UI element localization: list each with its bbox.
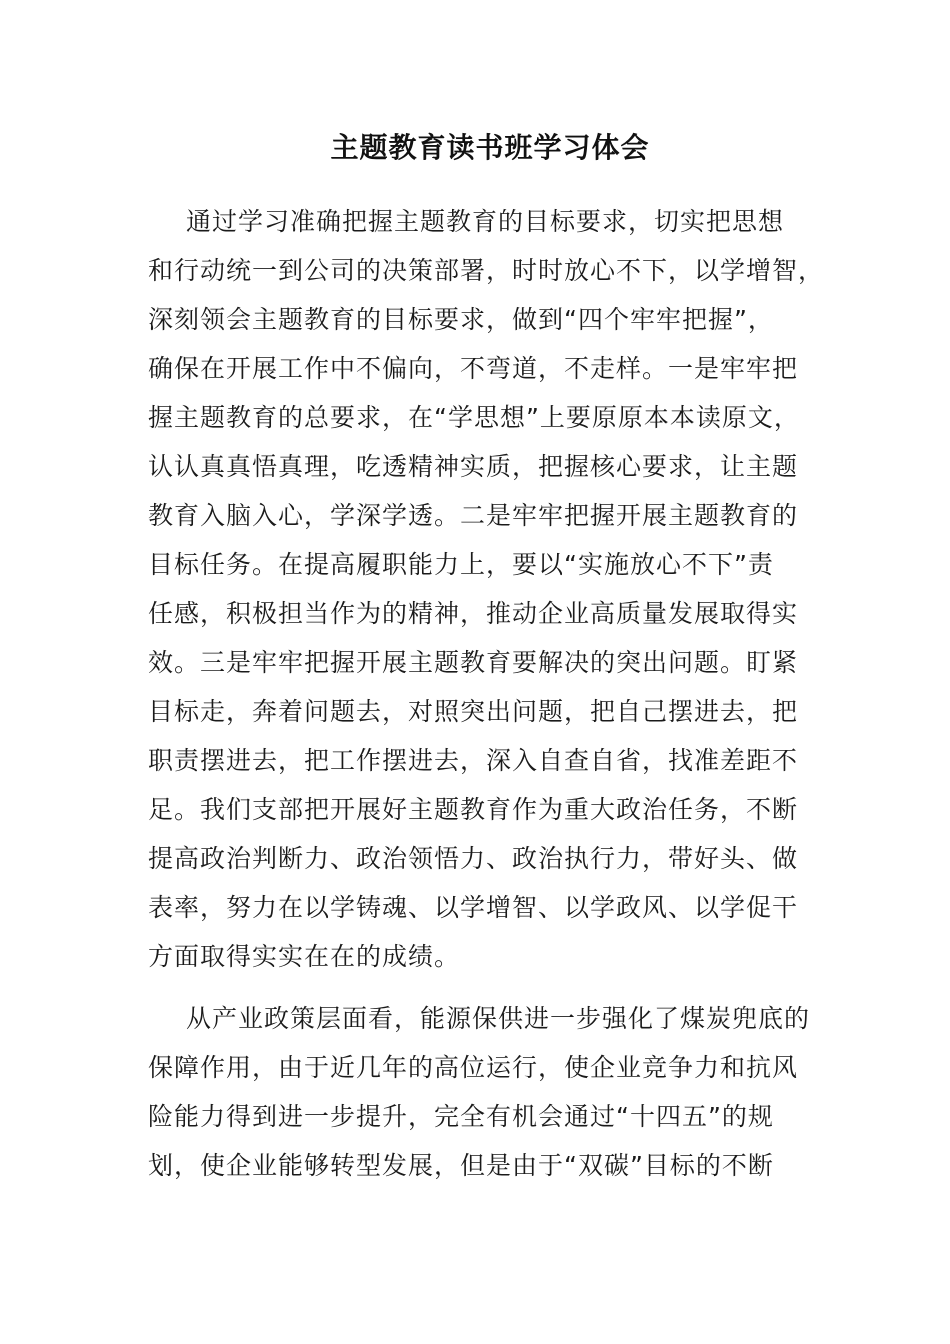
paragraph-1-line-8: 目标任务。在提高履职能力上，要以“实施放心不下”责	[148, 550, 774, 579]
paragraph-1-line-11: 目标走，奔着问题去，对照突出问题，把自己摆进去，把	[148, 697, 799, 726]
paragraph-2-line-4: 划，使企业能够转型发展，但是由于“双碳”目标的不断	[148, 1151, 774, 1180]
paragraph-1-line-10: 效。三是牢牢把握开展主题教育要解决的突出问题。盯紧	[148, 648, 799, 677]
paragraph-2-line-3: 险能力得到进一步提升，完全有机会通过“十四五”的规	[148, 1102, 774, 1131]
paragraph-1-line-13: 足。我们支部把开展好主题教育作为重大政治任务，不断	[148, 795, 799, 824]
paragraph-1-line-15: 表率，努力在以学铸魂、以学增智、以学政风、以学促干	[148, 893, 799, 922]
paragraph-1-line-12: 职责摆进去，把工作摆进去，深入自查自省，找准差距不	[148, 746, 799, 775]
paragraph-1-line-2: 和行动统一到公司的决策部署，时时放心不下，以学增智，	[148, 256, 825, 285]
paragraph-2-line-1: 从产业政策层面看，能源保供进一步强化了煤炭兜底的	[186, 1004, 811, 1033]
paragraph-1-line-7: 教育入脑入心，学深学透。二是牢牢把握开展主题教育的	[148, 501, 799, 530]
paragraph-1-line-9: 任感，积极担当作为的精神，推动企业高质量发展取得实	[148, 599, 799, 628]
paragraph-1-line-14: 提高政治判断力、政治领悟力、政治执行力，带好头、做	[148, 844, 799, 873]
page-title: 主题教育读书班学习体会	[330, 131, 650, 164]
paragraph-1-line-6: 认认真真悟真理，吃透精神实质，把握核心要求，让主题	[148, 452, 799, 481]
paragraph-2-line-2: 保障作用，由于近几年的高位运行，使企业竞争力和抗风	[148, 1053, 799, 1082]
paragraph-1-line-5: 握主题教育的总要求，在“学思想”上要原原本本读原文，	[148, 403, 800, 432]
paragraph-1-line-4: 确保在开展工作中不偏向，不弯道，不走样。一是牢牢把	[148, 354, 799, 383]
paragraph-1-line-1: 通过学习准确把握主题教育的目标要求，切实把思想	[186, 207, 785, 236]
paragraph-1-line-3: 深刻领会主题教育的目标要求，做到“四个牢牢把握”，	[148, 305, 774, 334]
paragraph-1-line-16: 方面取得实实在在的成绩。	[148, 942, 461, 971]
